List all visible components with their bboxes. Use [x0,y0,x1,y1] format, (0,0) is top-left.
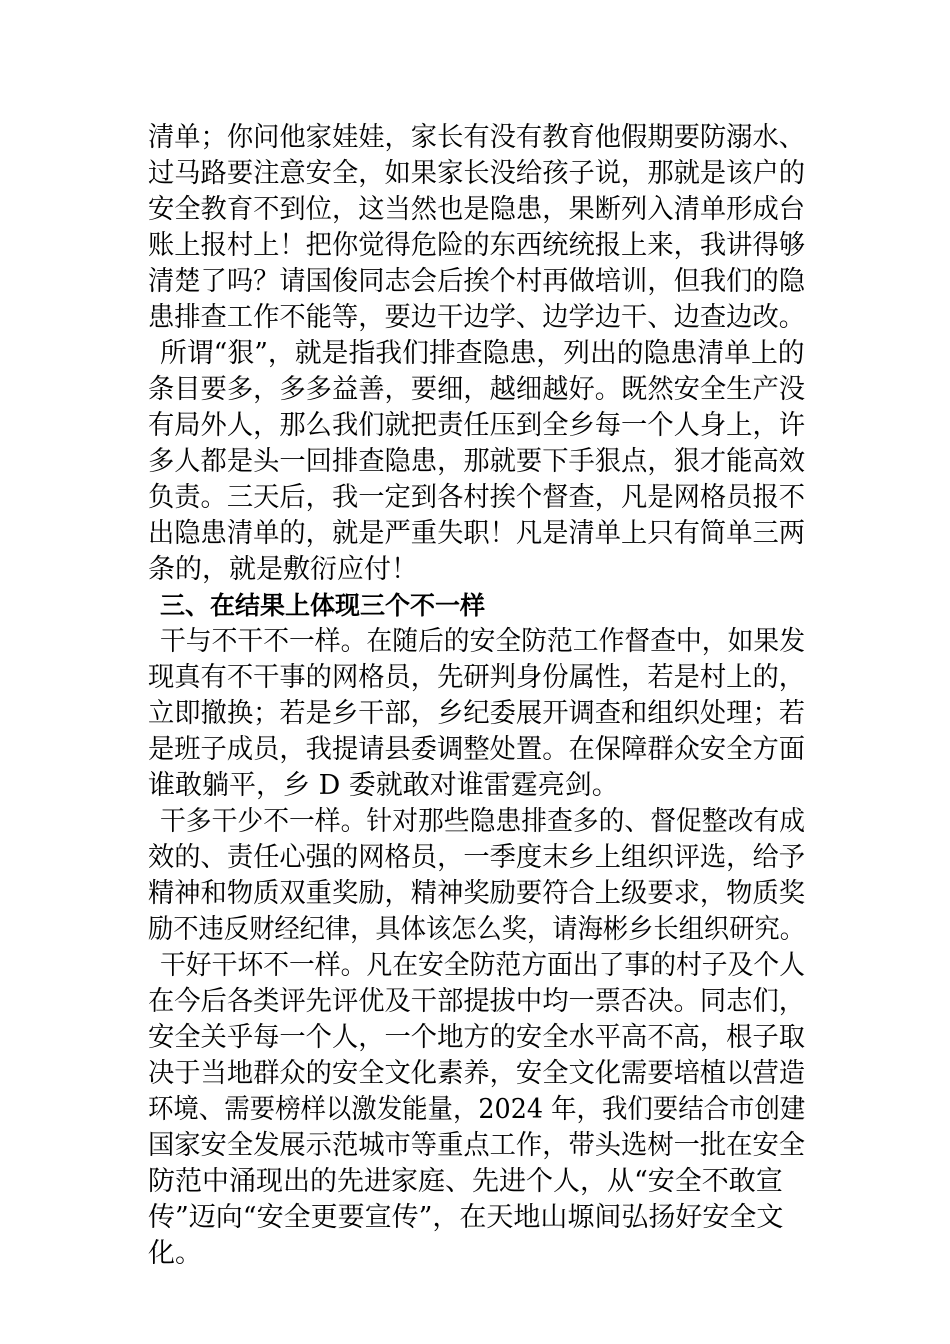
text-line: 过马路要注意安全，如果家长没给孩子说，那就是该户的 [148,158,805,189]
text-line: 传”迈向“安全更要宣传”，在天地山塬间弘扬好安全文 [148,1202,784,1233]
text-line: 条目要多，多多益善，要细，越细越好。既然安全生产没 [148,374,805,405]
text-line: 立即撤换；若是乡干部，乡纪委展开调查和组织处理；若 [148,698,805,729]
text-line: 化。 [148,1238,202,1269]
text-line: 国家安全发展示范城市等重点工作，带头选树一批在安全 [148,1130,805,1161]
text-line: 在今后各类评先评优及干部提拔中均一票否决。同志们， [148,986,805,1017]
text-line: 账上报村上！把你觉得危险的东西统统报上来，我讲得够 [148,230,805,261]
text-line: 现真有不干事的网格员，先研判身份属性，若是村上的， [148,662,805,693]
text-line: 清楚了吗？请国俊同志会后挨个村再做培训，但我们的隐 [148,266,805,297]
text-line: 安全关乎每一个人，一个地方的安全水平高不高，根子取 [148,1022,805,1053]
text-line: 精神和物质双重奖励，精神奖励要符合上级要求，物质奖 [148,878,805,909]
text-line: 条的，就是敷衍应付！ [148,554,418,585]
text-line: 励不违反财经纪律，具体该怎么奖，请海彬乡长组织研究。 [148,914,805,945]
text-line: 决于当地群众的安全文化素养，安全文化需要培植以营造 [148,1058,805,1089]
text-line: 防范中涌现出的先进家庭、先进个人，从“安全不敢宣 [148,1166,783,1197]
text-line: 有局外人，那么我们就把责任压到全乡每一个人身上，许 [148,410,805,441]
text-line: 清单；你问他家娃娃，家长有没有教育他假期要防溺水、 [148,122,805,153]
paragraph-start-line: 所谓“狠”，就是指我们排查隐患，列出的隐患清单上的 [160,338,805,369]
text-line: 出隐患清单的，就是严重失职！凡是清单上只有简单三两 [148,518,805,549]
section-heading: 三、在结果上体现三个不一样 [160,591,486,620]
paragraph-start-line: 干好干坏不一样。凡在安全防范方面出了事的村子及个人 [160,950,805,981]
text-line: 环境、需要榜样以激发能量，2024 年，我们要结合市创建 [148,1094,806,1125]
paragraph-start-line: 干多干少不一样。针对那些隐患排查多的、督促整改有成 [160,806,805,837]
text-line: 负责。三天后，我一定到各村挨个督查，凡是网格员报不 [148,482,805,513]
text-line: 多人都是头一回排查隐患，那就要下手狠点，狠才能高效 [148,446,805,477]
text-line: 患排查工作不能等，要边干边学、边学边干、边查边改。 [148,302,805,333]
paragraph-start-line: 干与不干不一样。在随后的安全防范工作督查中，如果发 [160,626,805,657]
text-line: 谁敢躺平，乡 D 委就敢对谁雷霆亮剑。 [148,770,619,801]
text-line: 效的、责任心强的网格员，一季度末乡上组织评选，给予 [148,842,805,873]
text-line: 是班子成员，我提请县委调整处置。在保障群众安全方面 [148,734,805,765]
text-line: 安全教育不到位，这当然也是隐患，果断列入清单形成台 [148,194,805,225]
